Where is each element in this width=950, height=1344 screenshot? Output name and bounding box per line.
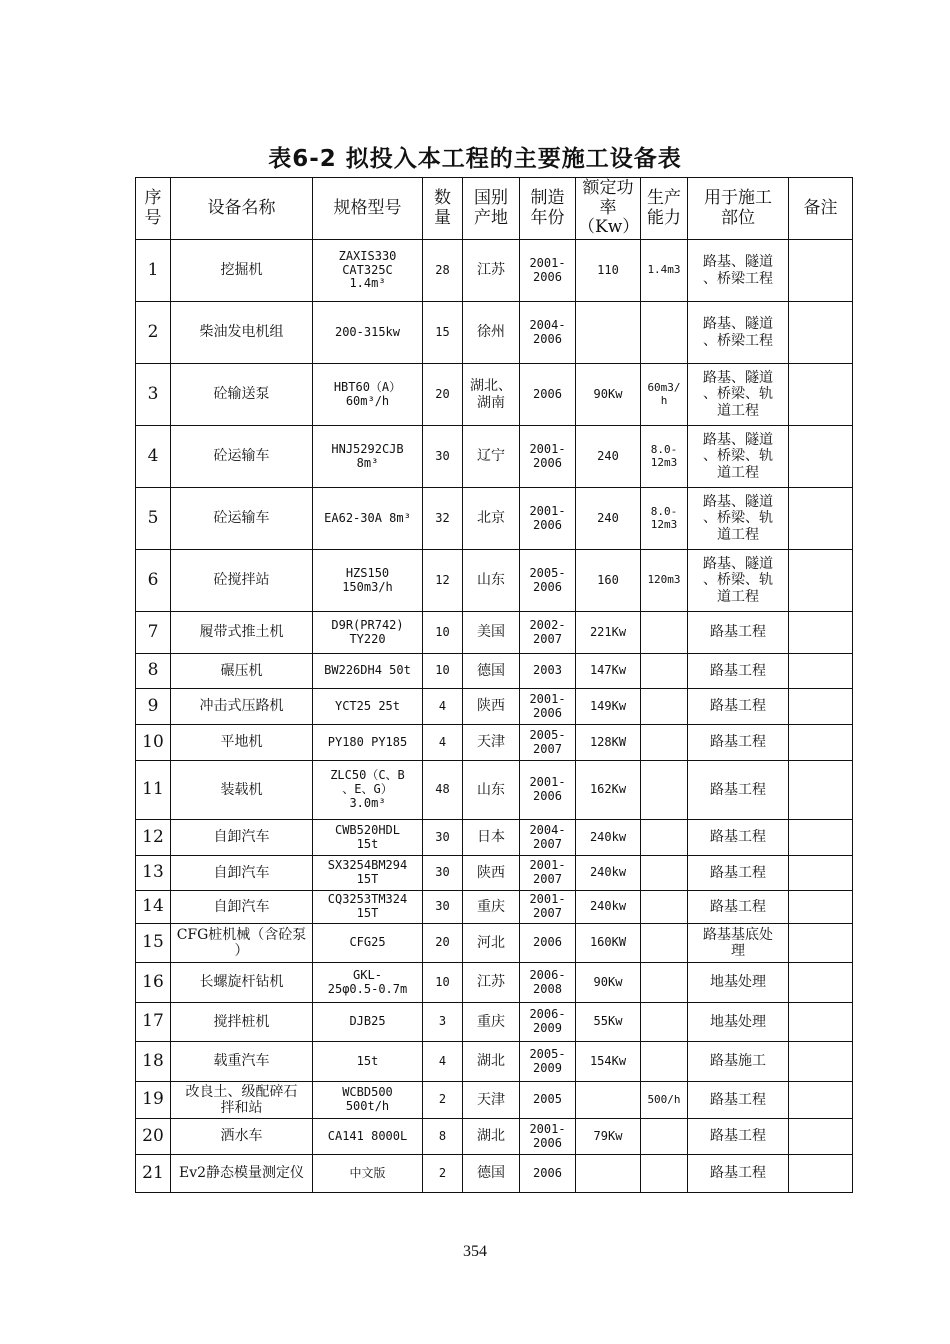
cell-qty: 15 xyxy=(423,302,463,364)
cell-qty: 28 xyxy=(423,240,463,302)
cell-remark xyxy=(789,612,853,654)
cell-usage: 路基工程 xyxy=(688,856,789,891)
table-row xyxy=(136,302,853,364)
cell-capacity xyxy=(641,1155,688,1193)
cell-usage: 路基、隧道 、桥梁工程 xyxy=(688,240,789,302)
cell-power xyxy=(576,1155,641,1193)
table-title: 表6-2 拟投入本工程的主要施工设备表 xyxy=(268,146,682,172)
cell-no: 11 xyxy=(136,761,171,820)
cell-no: 20 xyxy=(136,1119,171,1155)
cell-usage: 路基基底处 理 xyxy=(688,924,789,963)
cell-spec: GKL- 25φ0.5-0.7m xyxy=(313,963,423,1003)
table-row xyxy=(136,426,853,488)
cell-name: 砼输送泵 xyxy=(171,364,313,426)
cell-origin: 山东 xyxy=(463,761,520,820)
page-number: 354 xyxy=(463,1243,487,1260)
cell-qty: 4 xyxy=(423,689,463,725)
table-row xyxy=(136,1155,853,1193)
cell-qty: 10 xyxy=(423,612,463,654)
col-header-spec: 规格型号 xyxy=(313,178,423,240)
cell-year: 2005- 2009 xyxy=(520,1042,576,1082)
cell-qty: 8 xyxy=(423,1119,463,1155)
cell-year: 2004- 2007 xyxy=(520,820,576,856)
col-header-qty: 数 量 xyxy=(423,178,463,240)
cell-spec: CFG25 xyxy=(313,924,423,963)
cell-year: 2006- 2009 xyxy=(520,1003,576,1042)
cell-name: 砼运输车 xyxy=(171,426,313,488)
cell-year: 2001- 2006 xyxy=(520,761,576,820)
cell-capacity xyxy=(641,1003,688,1042)
col-header-power: 额定功 率 （Kw） xyxy=(576,178,641,240)
cell-year: 2005- 2007 xyxy=(520,725,576,761)
cell-year: 2006 xyxy=(520,364,576,426)
cell-qty: 32 xyxy=(423,488,463,550)
cell-qty: 10 xyxy=(423,963,463,1003)
table-row xyxy=(136,1082,853,1119)
cell-capacity xyxy=(641,963,688,1003)
cell-remark xyxy=(789,924,853,963)
cell-spec: CA141 8000L xyxy=(313,1119,423,1155)
cell-usage: 路基施工 xyxy=(688,1042,789,1082)
cell-name: 自卸汽车 xyxy=(171,891,313,924)
cell-power: 79Kw xyxy=(576,1119,641,1155)
cell-remark xyxy=(789,891,853,924)
cell-remark xyxy=(789,1003,853,1042)
cell-capacity xyxy=(641,891,688,924)
cell-year: 2005- 2006 xyxy=(520,550,576,612)
cell-spec: 中文版 xyxy=(313,1155,423,1193)
cell-power: 240 xyxy=(576,488,641,550)
table-row xyxy=(136,820,853,856)
cell-spec: SX3254BM294 15T xyxy=(313,856,423,891)
cell-spec: HNJ5292CJB 8m³ xyxy=(313,426,423,488)
cell-capacity xyxy=(641,820,688,856)
col-header-usage: 用于施工 部位 xyxy=(688,178,789,240)
cell-remark xyxy=(789,820,853,856)
cell-spec: 15t xyxy=(313,1042,423,1082)
cell-year: 2002- 2007 xyxy=(520,612,576,654)
cell-qty: 10 xyxy=(423,654,463,689)
cell-no: 13 xyxy=(136,856,171,891)
cell-usage: 路基、隧道 、桥梁、轨 道工程 xyxy=(688,426,789,488)
cell-spec: CQ3253TM324 15T xyxy=(313,891,423,924)
cell-capacity: 120m3 xyxy=(641,550,688,612)
cell-spec: DJB25 xyxy=(313,1003,423,1042)
cell-year: 2001- 2006 xyxy=(520,689,576,725)
cell-remark xyxy=(789,302,853,364)
cell-capacity: 8.0- 12m3 xyxy=(641,426,688,488)
cell-power: 90Kw xyxy=(576,963,641,1003)
cell-usage: 路基工程 xyxy=(688,1082,789,1119)
cell-usage: 地基处理 xyxy=(688,963,789,1003)
cell-no: 8 xyxy=(136,654,171,689)
cell-power: 160KW xyxy=(576,924,641,963)
cell-no: 16 xyxy=(136,963,171,1003)
cell-remark xyxy=(789,240,853,302)
cell-name: CFG桩机械（含砼泵 ） xyxy=(171,924,313,963)
cell-qty: 30 xyxy=(423,820,463,856)
cell-no: 10 xyxy=(136,725,171,761)
col-header-origin: 国别 产地 xyxy=(463,178,520,240)
cell-qty: 2 xyxy=(423,1082,463,1119)
cell-origin: 徐州 xyxy=(463,302,520,364)
cell-qty: 3 xyxy=(423,1003,463,1042)
cell-no: 19 xyxy=(136,1082,171,1119)
cell-year: 2001- 2007 xyxy=(520,891,576,924)
table-row xyxy=(136,891,853,924)
cell-origin: 德国 xyxy=(463,1155,520,1193)
cell-origin: 美国 xyxy=(463,612,520,654)
cell-name: 砼运输车 xyxy=(171,488,313,550)
cell-remark xyxy=(789,725,853,761)
cell-year: 2001- 2006 xyxy=(520,1119,576,1155)
cell-usage: 路基工程 xyxy=(688,761,789,820)
table-row xyxy=(136,612,853,654)
table-row xyxy=(136,240,853,302)
cell-spec: ZLC50（C、B 、E、G） 3.0m³ xyxy=(313,761,423,820)
cell-usage: 路基、隧道 、桥梁工程 xyxy=(688,302,789,364)
cell-name: 平地机 xyxy=(171,725,313,761)
cell-usage: 路基、隧道 、桥梁、轨 道工程 xyxy=(688,364,789,426)
cell-origin: 重庆 xyxy=(463,891,520,924)
cell-qty: 30 xyxy=(423,426,463,488)
cell-capacity xyxy=(641,302,688,364)
cell-origin: 山东 xyxy=(463,550,520,612)
cell-qty: 30 xyxy=(423,891,463,924)
cell-qty: 2 xyxy=(423,1155,463,1193)
cell-no: 2 xyxy=(136,302,171,364)
cell-origin: 重庆 xyxy=(463,1003,520,1042)
cell-power: 154Kw xyxy=(576,1042,641,1082)
cell-power: 240kw xyxy=(576,856,641,891)
cell-remark xyxy=(789,761,853,820)
table-row xyxy=(136,364,853,426)
cell-capacity xyxy=(641,689,688,725)
cell-usage: 路基工程 xyxy=(688,891,789,924)
cell-spec: ZAXIS330 CAT325C 1.4m³ xyxy=(313,240,423,302)
cell-capacity xyxy=(641,725,688,761)
cell-qty: 4 xyxy=(423,725,463,761)
cell-origin: 陕西 xyxy=(463,856,520,891)
table-row xyxy=(136,1042,853,1082)
cell-power xyxy=(576,1082,641,1119)
cell-power: 110 xyxy=(576,240,641,302)
table-row xyxy=(136,488,853,550)
cell-usage: 路基、隧道 、桥梁、轨 道工程 xyxy=(688,550,789,612)
cell-power: 55Kw xyxy=(576,1003,641,1042)
table-row xyxy=(136,856,853,891)
cell-year: 2004- 2006 xyxy=(520,302,576,364)
cell-name: 砼搅拌站 xyxy=(171,550,313,612)
cell-no: 14 xyxy=(136,891,171,924)
cell-power xyxy=(576,302,641,364)
cell-spec: HBT60（A） 60m³/h xyxy=(313,364,423,426)
cell-no: 12 xyxy=(136,820,171,856)
cell-usage: 路基工程 xyxy=(688,689,789,725)
table-row xyxy=(136,550,853,612)
cell-name: 自卸汽车 xyxy=(171,820,313,856)
cell-no: 9 xyxy=(136,689,171,725)
cell-origin: 湖北、 湖南 xyxy=(463,364,520,426)
cell-origin: 湖北 xyxy=(463,1119,520,1155)
cell-remark xyxy=(789,364,853,426)
cell-power: 90Kw xyxy=(576,364,641,426)
cell-usage: 地基处理 xyxy=(688,1003,789,1042)
cell-spec: 200-315kw xyxy=(313,302,423,364)
table-row xyxy=(136,924,853,963)
cell-origin: 德国 xyxy=(463,654,520,689)
cell-remark xyxy=(789,1155,853,1193)
cell-name: 搅拌桩机 xyxy=(171,1003,313,1042)
cell-capacity xyxy=(641,1119,688,1155)
cell-qty: 48 xyxy=(423,761,463,820)
cell-name: 改良土、级配碎石 拌和站 xyxy=(171,1082,313,1119)
cell-capacity xyxy=(641,761,688,820)
cell-year: 2001- 2006 xyxy=(520,240,576,302)
cell-year: 2006- 2008 xyxy=(520,963,576,1003)
cell-origin: 日本 xyxy=(463,820,520,856)
cell-year: 2001- 2006 xyxy=(520,488,576,550)
cell-remark xyxy=(789,550,853,612)
cell-remark xyxy=(789,488,853,550)
cell-remark xyxy=(789,856,853,891)
cell-usage: 路基工程 xyxy=(688,654,789,689)
cell-usage: 路基工程 xyxy=(688,820,789,856)
cell-origin: 天津 xyxy=(463,1082,520,1119)
table-row xyxy=(136,725,853,761)
cell-qty: 4 xyxy=(423,1042,463,1082)
cell-name: 柴油发电机组 xyxy=(171,302,313,364)
cell-power: 221Kw xyxy=(576,612,641,654)
table-row xyxy=(136,654,853,689)
table-row xyxy=(136,1119,853,1155)
cell-capacity xyxy=(641,612,688,654)
cell-capacity: 8.0- 12m3 xyxy=(641,488,688,550)
cell-year: 2005 xyxy=(520,1082,576,1119)
cell-spec: PY180 PY185 xyxy=(313,725,423,761)
cell-origin: 江苏 xyxy=(463,963,520,1003)
cell-remark xyxy=(789,1082,853,1119)
col-header-no: 序 号 xyxy=(136,178,171,240)
cell-no: 7 xyxy=(136,612,171,654)
cell-power: 128KW xyxy=(576,725,641,761)
cell-qty: 12 xyxy=(423,550,463,612)
cell-no: 21 xyxy=(136,1155,171,1193)
cell-spec: D9R(PR742) TY220 xyxy=(313,612,423,654)
cell-qty: 20 xyxy=(423,924,463,963)
table-row xyxy=(136,689,853,725)
cell-name: 自卸汽车 xyxy=(171,856,313,891)
cell-name: 履带式推土机 xyxy=(171,612,313,654)
cell-power: 240kw xyxy=(576,820,641,856)
cell-no: 3 xyxy=(136,364,171,426)
cell-power: 240kw xyxy=(576,891,641,924)
cell-name: 载重汽车 xyxy=(171,1042,313,1082)
cell-origin: 天津 xyxy=(463,725,520,761)
cell-origin: 湖北 xyxy=(463,1042,520,1082)
cell-remark xyxy=(789,426,853,488)
cell-capacity: 60m3/ h xyxy=(641,364,688,426)
table-row xyxy=(136,963,853,1003)
cell-remark xyxy=(789,1042,853,1082)
cell-origin: 北京 xyxy=(463,488,520,550)
cell-remark xyxy=(789,1119,853,1155)
table-row xyxy=(136,761,853,820)
cell-name: 装载机 xyxy=(171,761,313,820)
cell-origin: 陕西 xyxy=(463,689,520,725)
cell-power: 160 xyxy=(576,550,641,612)
col-header-name: 设备名称 xyxy=(171,178,313,240)
cell-usage: 路基工程 xyxy=(688,725,789,761)
cell-qty: 20 xyxy=(423,364,463,426)
cell-year: 2006 xyxy=(520,924,576,963)
header-row xyxy=(136,178,853,240)
cell-name: 冲击式压路机 xyxy=(171,689,313,725)
cell-spec: YCT25 25t xyxy=(313,689,423,725)
cell-year: 2001- 2007 xyxy=(520,856,576,891)
cell-spec: WCBD500 500t/h xyxy=(313,1082,423,1119)
cell-usage: 路基工程 xyxy=(688,612,789,654)
equipment-table xyxy=(135,177,853,1193)
cell-capacity xyxy=(641,924,688,963)
cell-no: 6 xyxy=(136,550,171,612)
cell-no: 15 xyxy=(136,924,171,963)
cell-usage: 路基、隧道 、桥梁、轨 道工程 xyxy=(688,488,789,550)
cell-capacity: 500/h xyxy=(641,1082,688,1119)
cell-qty: 30 xyxy=(423,856,463,891)
col-header-year: 制造 年份 xyxy=(520,178,576,240)
cell-name: 挖掘机 xyxy=(171,240,313,302)
cell-name: Ev2静态模量测定仪 xyxy=(171,1155,313,1193)
cell-origin: 河北 xyxy=(463,924,520,963)
cell-spec: HZS150 150m3/h xyxy=(313,550,423,612)
cell-no: 1 xyxy=(136,240,171,302)
cell-no: 18 xyxy=(136,1042,171,1082)
cell-capacity xyxy=(641,1042,688,1082)
col-header-capacity: 生产 能力 xyxy=(641,178,688,240)
cell-power: 147Kw xyxy=(576,654,641,689)
cell-power: 149Kw xyxy=(576,689,641,725)
cell-origin: 辽宁 xyxy=(463,426,520,488)
cell-usage: 路基工程 xyxy=(688,1155,789,1193)
cell-usage: 路基工程 xyxy=(688,1119,789,1155)
cell-name: 长螺旋杆钻机 xyxy=(171,963,313,1003)
cell-year: 2006 xyxy=(520,1155,576,1193)
cell-spec: BW226DH4 50t xyxy=(313,654,423,689)
cell-remark xyxy=(789,654,853,689)
cell-power: 240 xyxy=(576,426,641,488)
cell-name: 洒水车 xyxy=(171,1119,313,1155)
cell-year: 2003 xyxy=(520,654,576,689)
cell-no: 4 xyxy=(136,426,171,488)
table-row xyxy=(136,1003,853,1042)
cell-year: 2001- 2006 xyxy=(520,426,576,488)
cell-no: 5 xyxy=(136,488,171,550)
cell-spec: EA62-30A 8m³ xyxy=(313,488,423,550)
cell-name: 碾压机 xyxy=(171,654,313,689)
cell-origin: 江苏 xyxy=(463,240,520,302)
cell-no: 17 xyxy=(136,1003,171,1042)
table-body xyxy=(136,240,853,1193)
cell-spec: CWB520HDL 15t xyxy=(313,820,423,856)
cell-remark xyxy=(789,689,853,725)
cell-remark xyxy=(789,963,853,1003)
cell-capacity xyxy=(641,856,688,891)
cell-capacity xyxy=(641,654,688,689)
cell-capacity: 1.4m3 xyxy=(641,240,688,302)
col-header-remark: 备注 xyxy=(789,178,853,240)
cell-power: 162Kw xyxy=(576,761,641,820)
